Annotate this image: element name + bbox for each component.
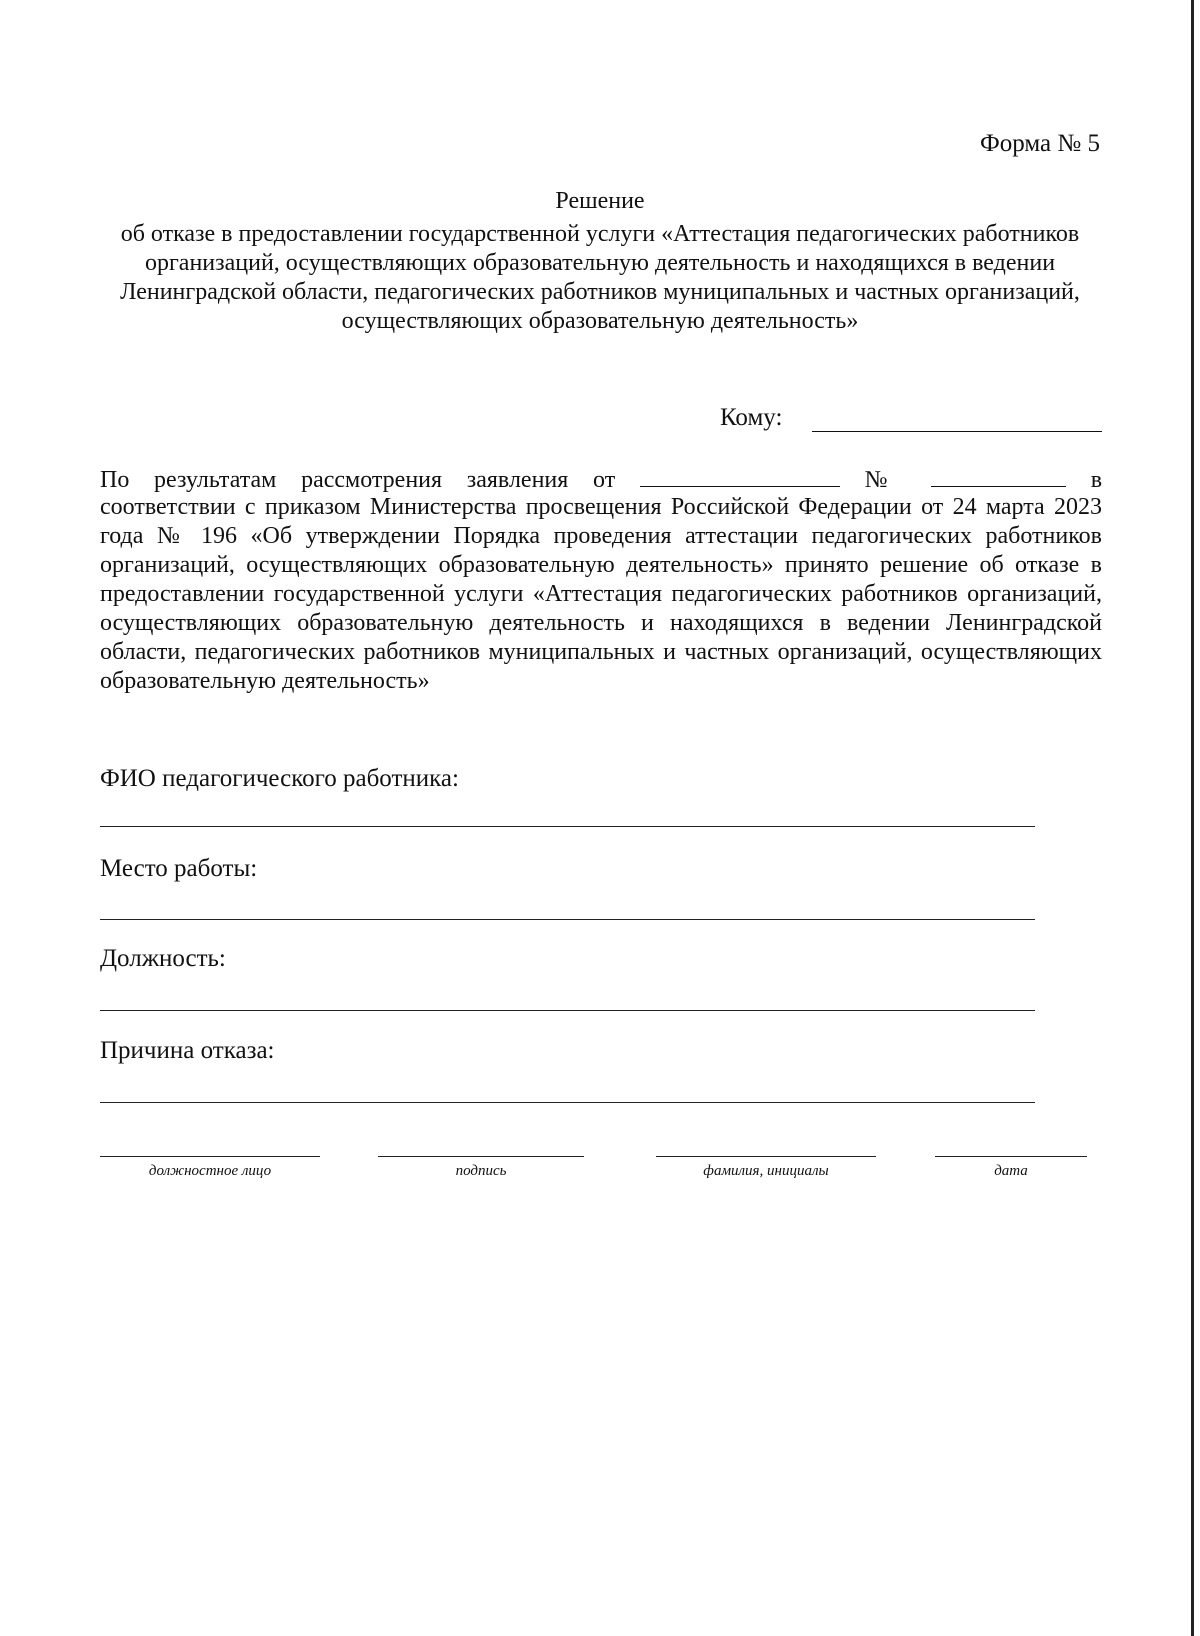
recipient-label: Кому:	[720, 404, 783, 431]
recipient-blank-line	[812, 431, 1102, 432]
application-number-blank	[931, 464, 1066, 487]
scan-page-edge	[1191, 0, 1194, 1636]
workplace-label: Место работы:	[100, 855, 258, 882]
workplace-blank-line	[100, 919, 1035, 920]
reason-blank-line	[100, 1102, 1035, 1103]
body-first-line	[100, 464, 1102, 495]
position-label: Должность:	[100, 945, 226, 972]
official-caption: должностное лицо	[148, 1163, 272, 1179]
fio-label: ФИО педагогического работника:	[100, 765, 459, 792]
fio-blank-line	[100, 826, 1035, 827]
body-paragraph: соответствии с приказом Министерства просвещения Российской Федерации от 24 марта 2023 года № 196 «Об утверждении Порядка проведения аттестации педагогических работников организаций, осуществляющих образовательную деятельность» принято решение об отказе в предоставлении государственной услуги «Аттестация педагогических работников организаций, осуществляющих образовательную деятельность и находящихся в ведении Ленинградской области, педагогических работников муниципальных и частных организаций, осуществляющих образовательную деятельность»	[100, 494, 1102, 694]
name-line	[656, 1156, 876, 1157]
position-blank-line	[100, 1010, 1035, 1011]
body-lead: По результатам рассмотрения заявления от	[100, 467, 616, 493]
reason-label: Причина отказа:	[100, 1037, 275, 1064]
application-date-blank	[640, 464, 840, 487]
document-title: Решение	[555, 188, 645, 214]
document-subtitle: об отказе в предоставлении государственной услуги «Аттестация педагогических работников организаций, осуществляющих образовательную деятельность и находящихся в ведении Ленинградской области, педагогических работников муниципальных и частных организаций, осуществляющих образовательную деятельность»	[120, 221, 1080, 334]
in-word: в	[1090, 467, 1103, 493]
official-line	[100, 1156, 320, 1157]
form-number: Форма № 5	[980, 130, 1100, 157]
signature-caption: подпись	[455, 1163, 507, 1179]
signature-line	[378, 1156, 584, 1157]
number-sign: №	[864, 467, 907, 493]
name-caption: фамилия, инициалы	[703, 1163, 829, 1179]
date-line	[935, 1156, 1087, 1157]
date-caption: дата	[994, 1163, 1028, 1179]
